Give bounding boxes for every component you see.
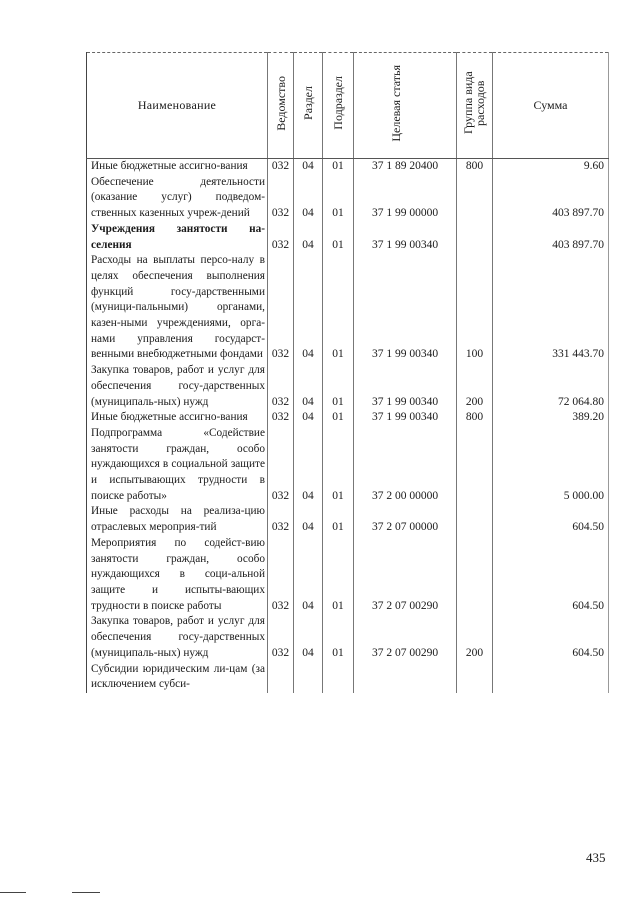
table-row [87, 363, 609, 410]
row-razdel: 04 [294, 536, 323, 615]
row-podrazdel: 01 [323, 410, 354, 426]
row-podrazdel: 01 [323, 504, 354, 535]
row-razdel [294, 662, 323, 693]
row-name: Иные расходы на реализа-цию отраслевых мероприя-тий [87, 504, 268, 535]
row-razdel: 04 [294, 363, 323, 410]
table-row [87, 222, 609, 253]
header-gruppa-vida [457, 53, 493, 159]
table-row [87, 504, 609, 535]
row-gruppa [457, 222, 493, 253]
row-celevaya: 37 1 99 00000 [354, 175, 457, 222]
row-vedomstvo: 032 [268, 410, 294, 426]
row-celevaya: 37 1 99 00340 [354, 410, 457, 426]
footer-rule-left [0, 892, 26, 893]
row-podrazdel: 01 [323, 222, 354, 253]
header-summa: Сумма [493, 53, 609, 159]
header-name: Наименование [87, 53, 268, 159]
row-razdel: 04 [294, 426, 323, 505]
row-summa: 604.50 [493, 614, 609, 661]
table-row [87, 426, 609, 505]
page-number: 435 [586, 850, 606, 865]
row-summa: 604.50 [493, 504, 609, 535]
row-podrazdel: 01 [323, 363, 354, 410]
row-name: Иные бюджетные ассигно-вания [87, 410, 268, 426]
row-razdel: 04 [294, 175, 323, 222]
header-celevaya-label: Целевая статья [389, 64, 403, 142]
row-name: Мероприятия по содейст-вию занятости граждан, особо нуждающихся в соци-альной защите и испыты-вающих трудности в поиске работы [87, 536, 268, 615]
row-podrazdel: 01 [323, 426, 354, 505]
row-name: Обеспечение деятельности (оказание услуг) подведом-ственных казенных учреж-дений [87, 175, 268, 222]
table-row [87, 410, 609, 426]
footer-rule-right [72, 892, 100, 893]
header-razdel-label: Раздел [301, 86, 315, 120]
header-vedomstvo [268, 53, 294, 159]
row-podrazdel: 01 [323, 614, 354, 661]
header-razdel [294, 53, 323, 159]
row-vedomstvo: 032 [268, 363, 294, 410]
row-vedomstvo: 032 [268, 253, 294, 363]
row-name: Подпрограмма «Содействие занятости граждан, особо нуждающихся в социальной защите и испытывающих трудности в поиске работы» [87, 426, 268, 505]
row-celevaya: 37 1 89 20400 [354, 159, 457, 175]
row-gruppa [457, 504, 493, 535]
row-razdel: 04 [294, 253, 323, 363]
row-summa: 331 443.70 [493, 253, 609, 363]
row-podrazdel: 01 [323, 175, 354, 222]
table-row [87, 614, 609, 661]
row-podrazdel: 01 [323, 253, 354, 363]
row-summa: 9.60 [493, 159, 609, 175]
row-gruppa: 800 [457, 410, 493, 426]
row-vedomstvo: 032 [268, 426, 294, 505]
row-summa: 604.50 [493, 536, 609, 615]
row-celevaya: 37 1 99 00340 [354, 253, 457, 363]
row-summa: 403 897.70 [493, 175, 609, 222]
row-gruppa: 200 [457, 614, 493, 661]
header-podrazdel-label: Подраздел [331, 76, 345, 130]
row-summa [493, 662, 609, 693]
row-gruppa [457, 662, 493, 693]
row-celevaya: 37 2 07 00290 [354, 614, 457, 661]
row-gruppa: 100 [457, 253, 493, 363]
table-row [87, 159, 609, 175]
row-summa: 403 897.70 [493, 222, 609, 253]
row-razdel: 04 [294, 614, 323, 661]
row-gruppa [457, 175, 493, 222]
header-podrazdel [323, 53, 354, 159]
row-vedomstvo: 032 [268, 159, 294, 175]
row-name: Закупка товаров, работ и услуг для обеспечения госу-дарственных (муниципаль-ных) нужд [87, 614, 268, 661]
row-vedomstvo [268, 662, 294, 693]
row-vedomstvo: 032 [268, 536, 294, 615]
row-razdel: 04 [294, 222, 323, 253]
row-summa: 72 064.80 [493, 363, 609, 410]
budget-table [86, 52, 609, 693]
row-vedomstvo: 032 [268, 222, 294, 253]
header-gruppa-label: Группа вида расходов [460, 71, 487, 135]
header-vedomstvo-label: Ведомство [273, 75, 288, 131]
row-name: Субсидии юридическим ли-цам (за исключением субси- [87, 662, 268, 693]
table-row [87, 536, 609, 615]
row-celevaya: 37 2 00 00000 [354, 426, 457, 505]
row-celevaya: 37 2 07 00290 [354, 536, 457, 615]
table-row [87, 253, 609, 363]
row-celevaya: 37 1 99 00340 [354, 363, 457, 410]
row-gruppa [457, 536, 493, 615]
row-razdel: 04 [294, 410, 323, 426]
row-gruppa: 200 [457, 363, 493, 410]
header-celevaya-statya [354, 53, 457, 159]
row-name: Иные бюджетные ассигно-вания [87, 159, 268, 175]
row-vedomstvo: 032 [268, 614, 294, 661]
row-summa: 389.20 [493, 410, 609, 426]
row-razdel: 04 [294, 159, 323, 175]
table-row [87, 175, 609, 222]
row-celevaya [354, 662, 457, 693]
row-podrazdel: 01 [323, 159, 354, 175]
row-podrazdel [323, 662, 354, 693]
row-razdel: 04 [294, 504, 323, 535]
row-vedomstvo: 032 [268, 175, 294, 222]
row-celevaya: 37 2 07 00000 [354, 504, 457, 535]
row-name: Закупка товаров, работ и услуг для обеспечения госу-дарственных (муниципаль-ных) нужд [87, 363, 268, 410]
row-name: Расходы на выплаты персо-налу в целях обеспечения выполнения функций госу-дарственными (муници-пальными) органами, казен-ными учреждениями, орга-нами управления государст-венными внебюджетными фондами [87, 253, 268, 363]
table-row [87, 662, 609, 693]
row-gruppa: 800 [457, 159, 493, 175]
row-vedomstvo: 032 [268, 504, 294, 535]
row-summa: 5 000.00 [493, 426, 609, 505]
row-name: Учреждения занятости на-селения [87, 222, 268, 253]
table-header-row [87, 53, 609, 159]
row-gruppa [457, 426, 493, 505]
row-celevaya: 37 1 99 00340 [354, 222, 457, 253]
row-podrazdel: 01 [323, 536, 354, 615]
